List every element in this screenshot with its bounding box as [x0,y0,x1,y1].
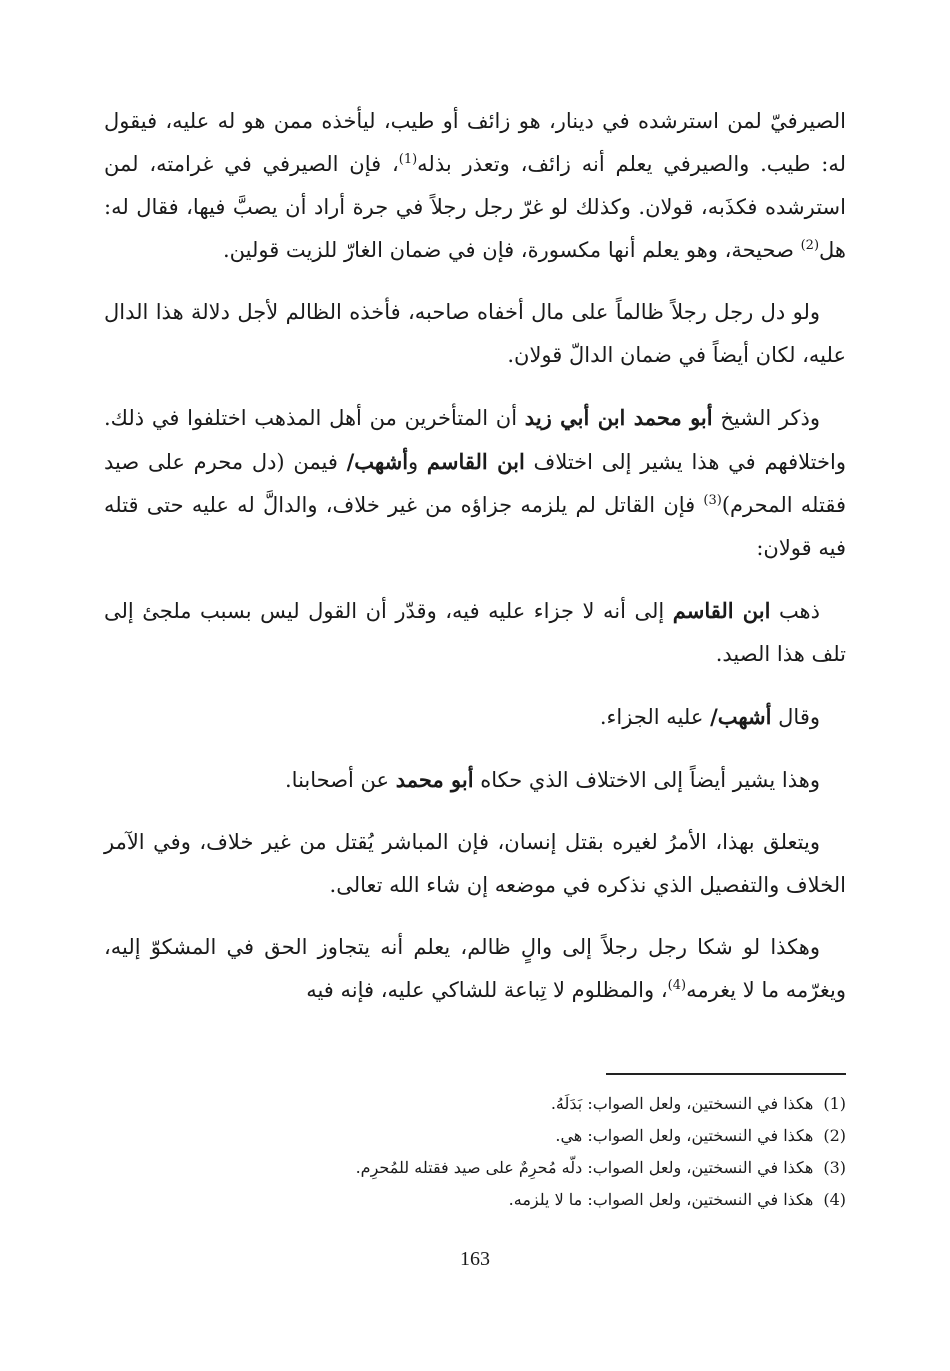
paragraph [104,926,846,1012]
name-bold: أشهب/ [710,704,772,729]
text-run: فيمن (دل محرم على صيد فقتله المحرم) [104,450,846,517]
text-run: فإن القاتل لم يلزمه جزاؤه من غير خلاف، والدالَّ له عليه حتى قتله فيه قولان: [104,493,846,560]
footnote-number: (4) [823,1190,846,1209]
footnote [104,1088,846,1120]
footnote-ref: (4) [667,978,687,993]
text-run: ويتعلق بهذا، الأمرُ لغيره بقتل إنسان، فإن المباشر يُقتل من غير خلاف، وفي الآمر الخلاف والتفصيل الذي نذكره في موضعه إن شاء الله تعالى. [104,830,846,897]
footnote-ref: (3) [703,493,722,508]
footnotes [104,1088,846,1216]
text-run: ذهب [770,599,820,623]
footnote-text: هكذا في النسختين، ولعل الصواب: ما لا يلزمه. [508,1190,814,1209]
paragraph [104,821,846,907]
main-text [104,100,846,1031]
text-run: ولو دل رجل رجلاً ظالماً على مال أخفاه صاحبه، فأخذه الظالم لأجل دلالة هذا الدال عليه، لكان أيضاً في ضمان الدالّ قولان. [104,300,846,367]
footnote [104,1120,846,1152]
footnote-number: (1) [823,1094,846,1113]
paragraph [104,100,846,272]
name-bold: أشهب/ [346,449,409,474]
footnote-text: هكذا في النسختين، ولعل الصواب: بَدَلَهُ. [550,1094,814,1113]
text-run: عليه الجزاء. [599,705,711,729]
paragraph [104,396,846,570]
paragraph [104,291,846,377]
footnote-ref: (2) [800,238,820,253]
text-run: ، والمظلوم لا تِباعة للشاكي عليه، فإنه فيه [306,978,668,1002]
footnote-ref: (1) [398,152,418,167]
text-run: و [408,450,427,474]
text-run: وذكر الشيخ [712,406,820,430]
name-bold: ابن القاسم [672,598,771,623]
footnote-number: (2) [823,1126,846,1145]
text-run: ، فإن الصيرفي في غرامته، لمن استرشده فكذَبه، قولان. وكذلك لو غرّ رجل رجلاً في جرة أراد أن يصبَّ فيها، فقال له: هل [104,152,846,262]
text-run: إلى أنه لا جزاء عليه فيه، وقدّر أن القول ليس بسبب ملجئ إلى تلف هذا الصيد. [104,599,846,666]
paragraph [104,589,846,676]
text-run: وهذا يشير أيضاً إلى الاختلاف الذي حكاه [473,768,820,792]
text-run: الصيرفيّ لمن استرشده في دينار، هو زائف أو طيب، ليأخذه ممن هو له عليه، فيقول له: طيب. والصيرفي يعلم أنه زائف، وتعذر بذله [104,109,847,176]
text-run: وقال [771,705,820,729]
footnote-text: هكذا في النسختين، ولعل الصواب: دلّه مُحرِمٌ على صيد فقتله للمُحرِم. [355,1158,814,1177]
text-run: وهكذا لو شكا رجل رجلاً إلى والٍ ظالم، يعلم أنه يتجاوز الحق في المشكوّ إليه، ويغرّمه ما لا يغرمه [104,935,846,1002]
name-bold: أبو محمد ابن أبي زيد [524,405,713,430]
paragraph [104,695,846,739]
text-run: صحيحة، وهو يعلم أنها مكسورة، فإن في ضمان الغارّ للزيت قولين. [222,238,801,262]
footnote [104,1184,846,1216]
footnote-text: هكذا في النسختين، ولعل الصواب: هي. [555,1126,814,1145]
footnote-number: (3) [823,1158,846,1177]
name-bold: ابن القاسم [426,449,525,474]
paragraph [104,758,846,802]
footnote-separator [606,1073,846,1075]
footnote [104,1152,846,1184]
text-run: أن المتأخرين من أهل المذهب اختلفوا في ذلك. واختلافهم في هذا يشير إلى اختلاف [104,406,846,474]
text-run: عن أصحابنا. [285,768,396,792]
page-number: 163 [460,1248,490,1270]
name-bold: أبو محمد [395,767,474,792]
